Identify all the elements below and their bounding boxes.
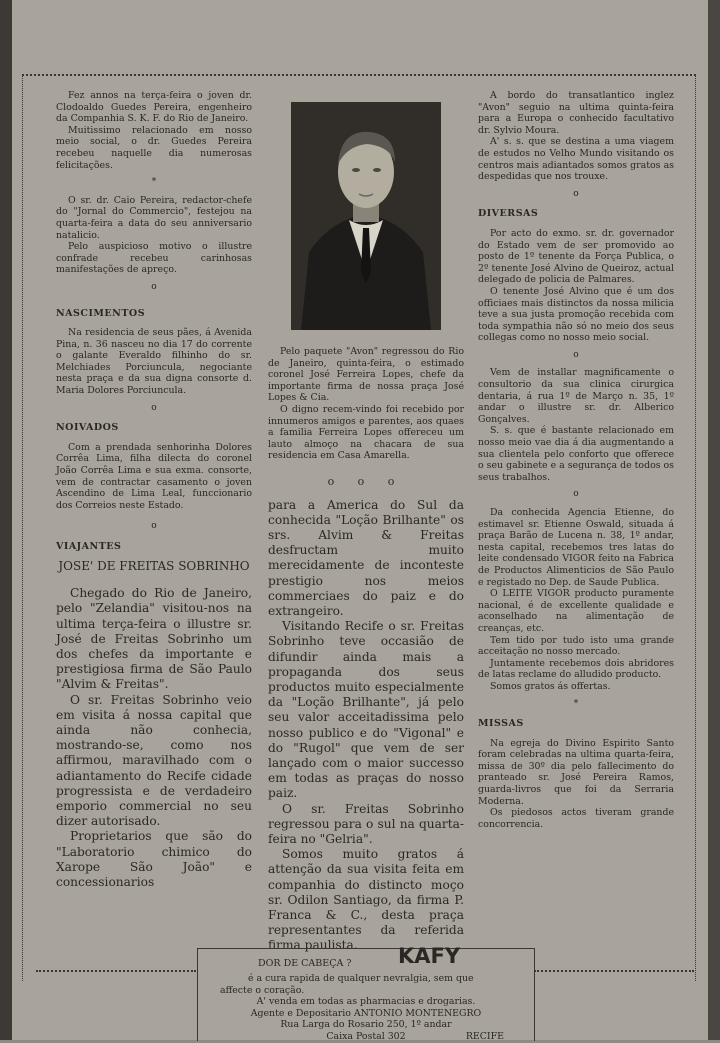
ad-line: Agente e Depositario ANTONIO MONTENEGRO	[250, 1007, 482, 1019]
ad-line	[198, 1031, 534, 1043]
paragraph: Juntamente recebemos dois abridores de latas reclame do alludido producto.	[478, 657, 674, 681]
ornament-dots: o o o	[327, 474, 405, 488]
ornament: o	[573, 349, 579, 360]
portrait-photo	[291, 102, 441, 330]
ornament: o	[151, 402, 157, 413]
paragraph: S. s. que é bastante relacionado em nosso meio vae dia á dia augmentando a sua clientela pelo conforto que offerece o seu gabinete e a segurança de todos os seus trabalhos.	[478, 425, 674, 483]
page-gutter-left	[0, 0, 12, 1040]
ad-headline: DOR DE CABEÇA ?	[258, 958, 352, 969]
paragraph: A' s. s. que se destina a uma viagem de estudos no Velho Mundo visitando os centros mais adiantados somos gratos as despedidas que nos trouxe.	[478, 136, 674, 183]
paragraph: O sr. dr. Caio Pereira, redactor-chefe do "Jornal do Commercio", festejou na quarta-feira a data do seu anniversario natalicio.	[56, 194, 252, 241]
ad-line: Rua Larga do Rosario 250, 1º andar	[280, 1019, 452, 1031]
paragraph: Tem tido por tudo isto uma grande acceitação no nosso mercado.	[478, 634, 674, 658]
column-left	[56, 90, 252, 890]
paragraph: Com a prendada senhorinha Dolores Corrêa Lima, filha dilecta do coronel João Corrêa Lima e sua exma. consorte, vem de contractar casamento o joven Ascendino de Lima Leal, funccionario dos Correios neste Estado.	[56, 441, 252, 511]
paragraph: Pelo auspicioso motivo o illustre confrade recebeu carinhosas manifestações de apreço.	[56, 241, 252, 276]
bottom-rule-left	[36, 970, 196, 972]
ad-line: é a cura rapida de qualquer nevralgia, sem que	[248, 973, 474, 984]
ad-city: RECIFE	[465, 1030, 504, 1042]
paragraph: O sr. Freitas Sobrinho veio em visita á nossa capital que ainda não conhecia, mostrando-se, como nos affirmou, maravilhado com o adiantamento do Recife cidade progressista e de verdadeiro emporio commercial no seu dizer autorisado.	[56, 692, 252, 829]
section-heading-diversas: DIVERSAS	[478, 208, 539, 220]
page-gutter-right	[708, 0, 720, 1040]
paragraph: para a America do Sul da conhecida "Loção Brilhante" os srs. Alvim & Freitas desfructam muito merecidamente de inconteste prestigio nos meios commerciaes do paiz e do extrangeiro.	[268, 497, 464, 618]
paragraph: Chegado do Rio de Janeiro, pelo "Zelandia" visitou-nos na ultima terça-feira o illustre sr. José de Freitas Sobrinho um dos chefes da importante e prestigiosa firma de São Paulo "Alvim & Freitas".	[56, 586, 252, 692]
ad-line: affecte o coração.	[220, 984, 305, 996]
paragraph: Somos gratos ás offertas.	[490, 680, 611, 692]
ad-brand: KAFY	[398, 944, 461, 968]
column-middle	[268, 90, 464, 954]
kafy-advertisement	[197, 944, 535, 1042]
bottom-rule-right	[534, 970, 694, 972]
ornament: *	[573, 698, 579, 709]
section-heading-missas: MISSAS	[478, 718, 524, 730]
ornament: o	[573, 188, 579, 199]
paragraph: Fez annos na terça-feira o joven dr. Clodoaldo Guedes Pereira, engenheiro da Companhia S. K. F. do Rio de Janeiro.	[56, 90, 252, 125]
paragraph: Vem de installar magnificamente o consultorio da sua clinica cirurgica dentaria, á rua 1º de Março n. 35, 1º andar o illustre sr. dr. Alberico Gonçalves.	[478, 367, 674, 425]
paragraph: Proprietarios que são do "Laboratorio chimico do Xarope São João" e concessionarios	[56, 829, 252, 890]
paragraph: Os piedosos actos tiveram grande concorrencia.	[478, 807, 674, 830]
ornament: o	[151, 521, 157, 532]
article-title: JOSE' DE FREITAS SOBRINHO	[58, 558, 250, 573]
paragraph: O sr. Freitas Sobrinho regressou para o sul na quarta-feira no "Gelria".	[268, 801, 464, 846]
paragraph: A bordo do transatlantico inglez "Avon" seguio na ultima quinta-feira para a Europa o conhecido facultativo dr. Sylvio Moura.	[478, 90, 674, 136]
ornament: *	[151, 177, 157, 188]
paragraph: O digno recem-vindo foi recebido por innumeros amigos e parentes, aos quaes a familia Ferreira Lopes offereceu um lauto almoço na chacara de sua residencia em Casa Amarella.	[268, 403, 464, 462]
ornament: o	[573, 489, 579, 500]
paragraph: Na residencia de seus pães, á Avenida Pina, n. 36 nasceu no dia 17 do corrente o galante Everaldo filhinho do sr. Melchiades Porciuncula, negociante nesta praça e da sua digna consorte d. Maria Dolores Porciuncula.	[56, 327, 252, 397]
paragraph: Na egreja do Divino Espirito Santo foram celebradas na ultima quarta-feira, missa de 30º dia pelo fallecimento do pranteado sr. José Pereira Ramos, guarda-livros que foi da Serraria Moderna.	[478, 737, 674, 807]
ornament: o	[151, 281, 157, 292]
column-right	[478, 90, 674, 830]
paragraph: Da conhecida Agencia Etienne, do estimavel sr. Etienne Oswald, situada á praça Barão de Lucena n. 38, 1º andar, nesta capital, recebemos tres latas do leite condensado VIGOR feito na Fabrica de Productos Alimenticios de São Paulo e registado no Dep. de Saude Publica.	[478, 507, 674, 588]
paragraph: Somos muito gratos á attenção da sua visita feita em companhia do distincto moço sr. Odilon Santiago, da firma P. Franca & C., desta praça representantes da referida firma paulista.	[268, 847, 464, 953]
paragraph: Pelo paquete "Avon" regressou do Rio de Janeiro, quinta-feira, o estimado coronel José Ferreira Lopes, chefe da importante firma de nossa praça José Lopes & Cia.	[268, 346, 464, 404]
ad-line: Caixa Postal 302	[326, 1030, 406, 1042]
paragraph: Visitando Recife o sr. Freitas Sobrinho teve occasião de difundir ainda mais a propaganda dos seus productos muito especialmente da "Loção Brilhante", já pelo seu valor acceitadissima pelo nosso publico e do "Vigonal" e do "Rugol" que vem de ser lançado com o maior successo em todas as praças do nosso paiz.	[268, 619, 464, 801]
section-heading-viajantes: VIAJANTES	[56, 541, 122, 552]
paragraph: Por acto do exmo. sr. dr. governador do Estado vem de ser promovido ao posto de 1º tenente da Força Publica, o 2º tenente José Alvino de Queiroz, actual delegado de policia de Palmares.	[478, 227, 674, 286]
section-heading-nascimentos: NASCIMENTOS	[56, 307, 146, 319]
section-heading-noivados: NOIVADOS	[56, 422, 119, 434]
paragraph: Muitissimo relacionado em nosso meio social, o dr. Guedes Pereira recebeu naquelle dia numerosas felicitações.	[56, 124, 252, 171]
paragraph: O tenente José Alvino que é um dos officiaes mais distinctos da nossa milicia teve a sua justa promoção recebida com toda sympathia não só no meio dos seus collegas como no nosso meio social.	[478, 285, 674, 344]
paragraph: O LEITE VIGOR producto puramente nacional, é de excellente qualidade e aconselhado na alimentação de creanças, etc.	[478, 588, 674, 634]
ad-line: A' venda em todas as pharmacias e drogarias.	[256, 996, 476, 1008]
